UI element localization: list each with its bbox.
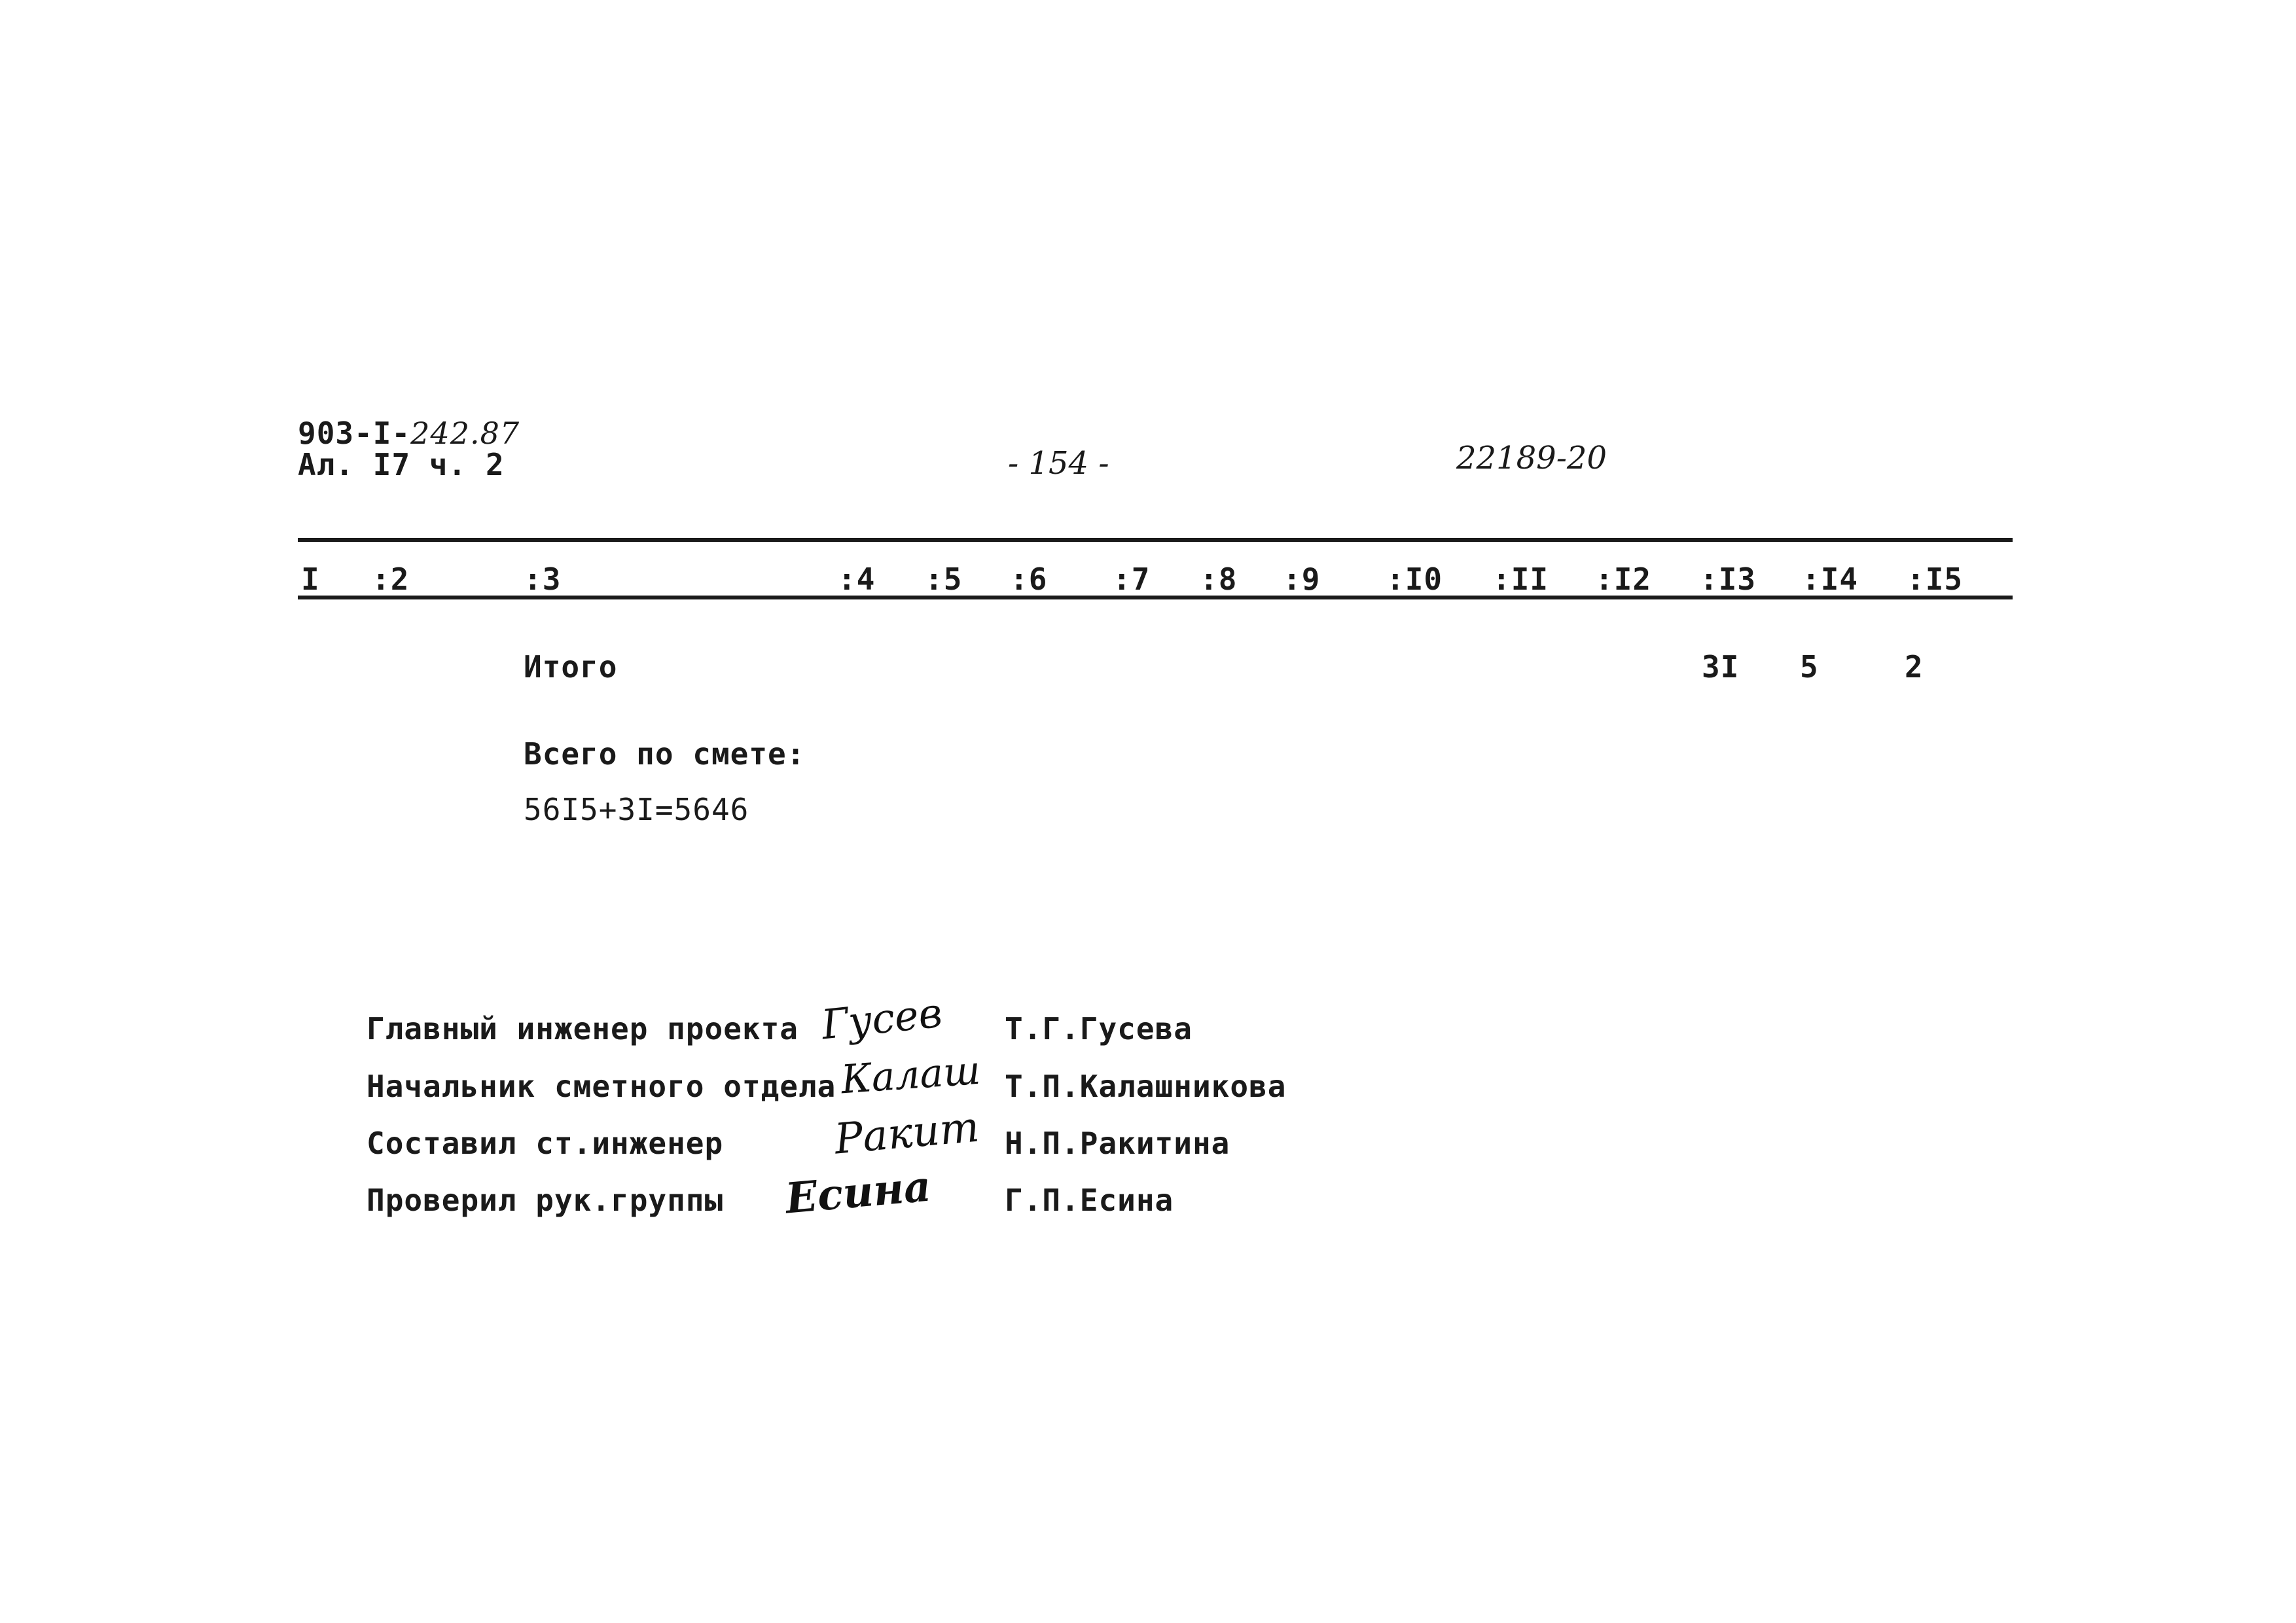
signatory-name: Г.П.Есина [1005, 1183, 1174, 1218]
column-number: :I3 [1700, 562, 1757, 597]
handwritten-signature: Ракит [833, 1103, 982, 1164]
total-formula: 56I5+3I=5646 [524, 792, 749, 827]
signatory-name: Н.П.Ракитина [1005, 1126, 1230, 1161]
handwritten-signature: Гусев [819, 988, 944, 1049]
handwritten-signature: Калаш [839, 1047, 982, 1103]
table-top-rule [298, 538, 2013, 542]
signatory-name: Т.П.Калашникова [1005, 1069, 1287, 1104]
column-number: :2 [372, 562, 410, 597]
column-number: :4 [838, 562, 876, 597]
document-code [298, 416, 520, 451]
column-number: :3 [524, 562, 562, 597]
column-number: :I5 [1907, 562, 1964, 597]
vsego-label: Всего по смете: [524, 736, 806, 772]
signature-role: Проверил рук.группы [367, 1183, 724, 1218]
column-number: :I0 [1386, 562, 1443, 597]
page-number: - 154 - [1008, 445, 1109, 482]
column-number: :I4 [1802, 562, 1859, 597]
signature-role: Главный инженер проекта [367, 1011, 798, 1046]
column-number: I [301, 562, 320, 597]
column-number: :I2 [1595, 562, 1652, 597]
signatory-name: Т.Г.Гусева [1005, 1011, 1193, 1046]
signature-role: Составил ст.инженер [367, 1126, 724, 1161]
column-number: :9 [1283, 562, 1321, 597]
itogo-label: Итого [524, 649, 618, 685]
itogo-col15: 2 [1905, 649, 1924, 685]
album-line: Ал. I7 ч. 2 [298, 447, 505, 482]
column-number: :5 [925, 562, 963, 597]
itogo-col14: 5 [1800, 649, 1819, 685]
document-code-typed: 903-I- [298, 416, 411, 451]
document-code-handwritten: 242.87 [410, 416, 520, 451]
column-number: :6 [1010, 562, 1048, 597]
signature-role: Начальник сметного отдела [367, 1069, 836, 1104]
column-number: :II [1492, 562, 1549, 597]
column-number: :7 [1113, 562, 1151, 597]
handwritten-signature: Есина [783, 1162, 933, 1224]
itogo-col13: 3I [1702, 649, 1740, 685]
column-number: :8 [1200, 562, 1238, 597]
doc-number: 22189-20 [1456, 440, 1607, 476]
